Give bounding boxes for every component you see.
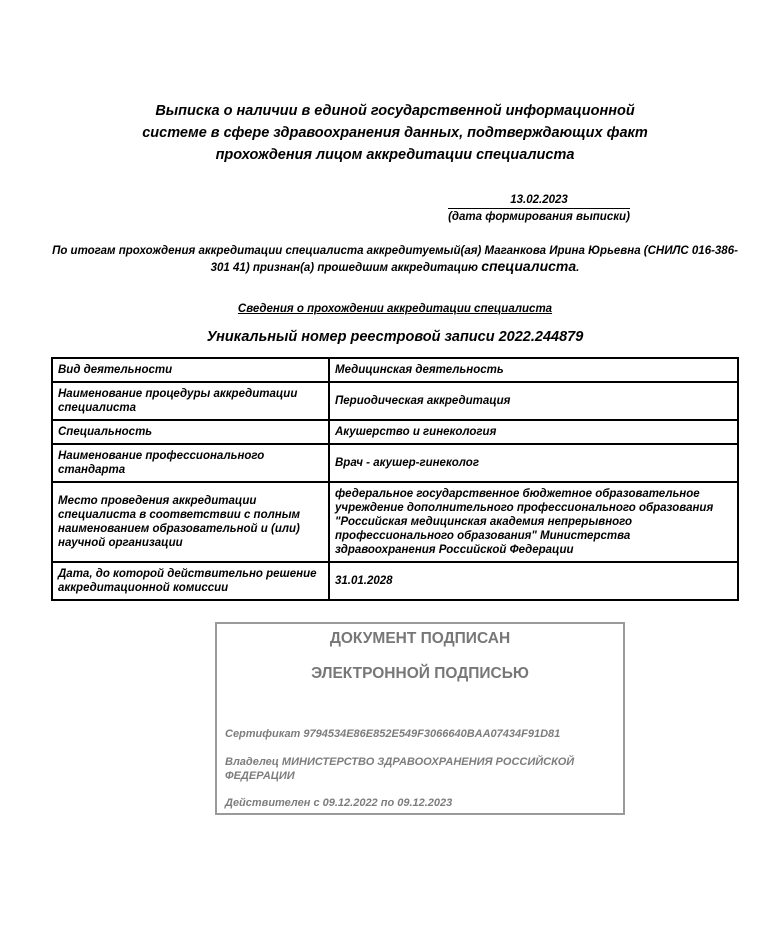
section-title: Сведения о прохождении аккредитации специалиста [237,303,553,315]
row-value: Медицинская деятельность [329,358,738,382]
row-value: Акушерство и гинекология [329,420,738,444]
row-value: федеральное государственное бюджетное образовательное учреждение дополнительного профессионального образования "Российская медицинская академия непрерывного профессионального образования" Министерства здравоохранения Российской Федерации [329,482,738,562]
table-row [52,382,738,420]
table-row [52,482,738,562]
row-label: Место проведения аккредитации специалиста в соответствии с полным наименованием образовательной и (или) научной организации [52,482,329,562]
row-value: 31.01.2028 [329,562,738,600]
row-value: Врач - акушер-гинеколог [329,444,738,482]
title-line-3: прохождения лицом аккредитации специалиста [215,147,575,163]
row-value: Периодическая аккредитация [329,382,738,420]
row-label: Дата, до которой действительно решение аккредитационной комиссии [52,562,329,600]
row-label: Специальность [52,420,329,444]
registry-number: Уникальный номер реестровой записи 2022.244879 [206,329,584,345]
title-line-2: системе в сфере здравоохранения данных, подтверждающих факт [142,125,648,141]
table-row [52,444,738,482]
stamp-owner: Владелец МИНИСТЕРСТВО ЗДРАВООХРАНЕНИЯ РОССИЙСКОЙ ФЕДЕРАЦИИ [225,756,575,782]
row-label: Наименование процедуры аккредитации специалиста [52,382,329,420]
row-label: Вид деятельности [52,358,329,382]
table-row [52,358,738,382]
table-row [52,420,738,444]
table-row [52,562,738,600]
result-line-2-start: 301 41) признан(а) прошедшим аккредитацию [210,262,478,274]
stamp-heading-signed: ДОКУМЕНТ ПОДПИСАН [329,630,511,647]
result-line-2-end: . [576,262,580,274]
document-title [140,100,650,166]
electronic-signature-stamp [215,622,625,815]
issue-date-caption: (дата формирования выписки) [448,211,630,223]
result-line-2-specialist: специалиста [481,258,577,274]
issue-date-value: 13.02.2023 [448,193,630,209]
result-line-1: По итогам прохождения аккредитации специалиста аккредитуемый(ая) Маганкова Ирина Юрьевна (СНИЛС 016-386- [52,245,738,257]
row-label: Наименование профессионального стандарта [52,444,329,482]
title-line-1: Выписка о наличии в единой государственной информационной [155,103,635,119]
issue-date-block [448,193,630,225]
accreditation-result-text [50,244,740,276]
stamp-heading-electronic: ЭЛЕКТРОННОЙ ПОДПИСЬЮ [311,665,529,682]
stamp-validity: Действителен с 09.12.2022 по 09.12.2023 [225,797,453,809]
accreditation-info-table [51,357,739,601]
stamp-certificate: Сертификат 9794534E86E852E549F3066640BAA07434F91D81 [225,728,561,740]
